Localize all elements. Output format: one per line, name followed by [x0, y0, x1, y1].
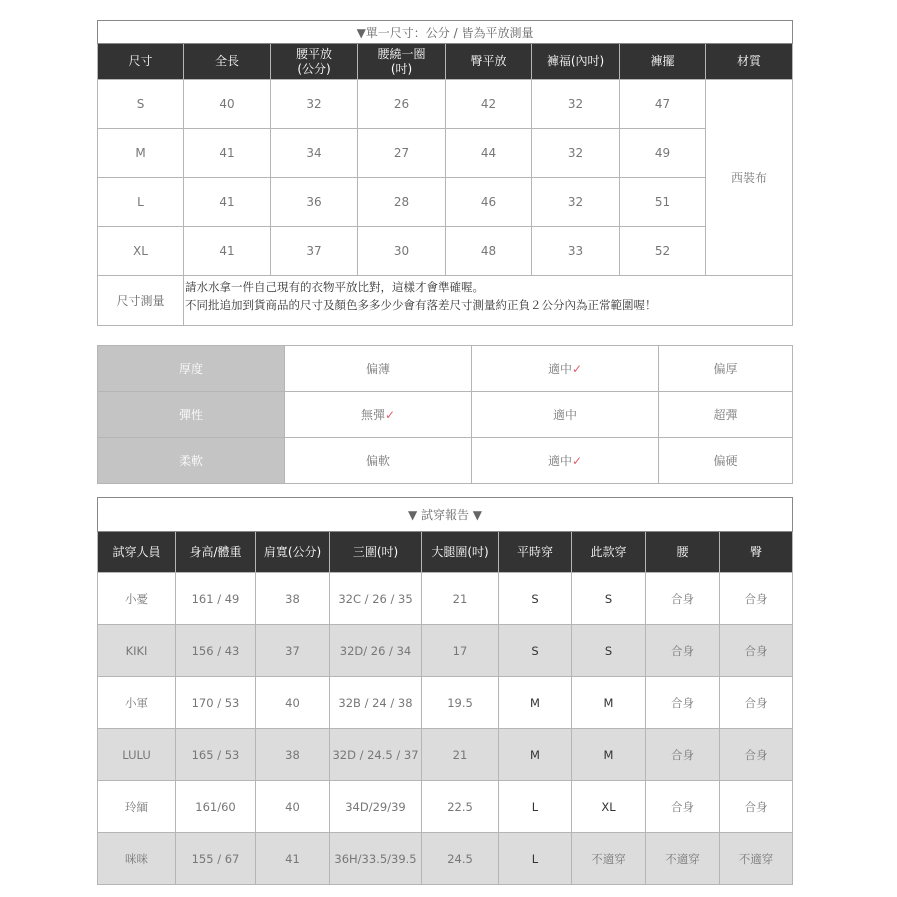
size-cell: 32: [271, 80, 358, 129]
fit-header-cell: 此款穿: [572, 532, 646, 573]
fit-row: [98, 625, 793, 677]
size-cell: 41: [184, 178, 271, 227]
fabric-option: [285, 438, 472, 484]
fabric-option-label: 適中: [547, 362, 572, 376]
fit-cell: 165 / 53: [176, 729, 256, 781]
fit-row: [98, 573, 793, 625]
size-cell: 46: [446, 178, 532, 227]
fit-cell: 38: [256, 573, 330, 625]
size-cell: 34: [271, 129, 358, 178]
fabric-option-label: 偏薄: [365, 362, 390, 376]
size-chart-header-row: [98, 44, 793, 80]
size-header-cell: [184, 44, 271, 80]
size-header-cell: [706, 44, 793, 80]
fabric-option: [659, 346, 793, 392]
size-header-text: 褲擺: [650, 54, 675, 68]
size-cell: 30: [358, 227, 446, 276]
fabric-option: [659, 392, 793, 438]
size-cell: S: [98, 80, 184, 129]
fit-cell: M: [499, 729, 572, 781]
fit-cell: L: [499, 833, 572, 885]
size-cell: 40: [184, 80, 271, 129]
fit-cell: 24.5: [422, 833, 499, 885]
size-cell: 33: [532, 227, 620, 276]
fit-row: [98, 781, 793, 833]
fit-header-cell: 試穿人員: [98, 532, 176, 573]
fit-cell: 34D/29/39: [330, 781, 422, 833]
fit-cell: XL: [572, 781, 646, 833]
size-chart-caption: ▼單一尺寸：公分 / 皆為平放測量: [98, 21, 793, 44]
fit-cell: LULU: [98, 729, 176, 781]
fit-cell: 19.5: [422, 677, 499, 729]
size-cell: 41: [184, 227, 271, 276]
fit-cell: 40: [256, 781, 330, 833]
size-header-cell: [532, 44, 620, 80]
fit-header-cell: 臀: [720, 532, 793, 573]
fabric-option-label: 偏硬: [713, 454, 738, 468]
fabric-row: [98, 392, 793, 438]
fit-cell: 40: [256, 677, 330, 729]
size-header-text: 臀平放: [470, 54, 507, 68]
fit-cell: 合身: [720, 677, 793, 729]
size-cell: 26: [358, 80, 446, 129]
fit-cell: 38: [256, 729, 330, 781]
fit-cell: 合身: [646, 625, 720, 677]
fit-row: [98, 833, 793, 885]
fit-report-header-row: [98, 532, 793, 573]
size-cell: XL: [98, 227, 184, 276]
fit-cell: 22.5: [422, 781, 499, 833]
size-chart-table: [97, 20, 793, 326]
size-cell: 27: [358, 129, 446, 178]
fabric-option-label: 偏厚: [713, 362, 738, 376]
size-cell: 32: [532, 129, 620, 178]
fit-cell: 合身: [720, 625, 793, 677]
fit-cell: 41: [256, 833, 330, 885]
fabric-row: [98, 346, 793, 392]
check-icon: ✓: [384, 408, 396, 422]
fit-report-caption: ▼ 試穿報告 ▼: [98, 498, 793, 532]
fit-cell: 合身: [646, 729, 720, 781]
size-header-text: (吋): [390, 61, 413, 76]
fit-cell: 37: [256, 625, 330, 677]
fit-cell: 合身: [720, 573, 793, 625]
fabric-option: [659, 438, 793, 484]
size-header-text: 材質: [737, 54, 762, 68]
fabric-option: [472, 438, 659, 484]
fit-cell: 156 / 43: [176, 625, 256, 677]
fit-cell: 155 / 67: [176, 833, 256, 885]
fabric-option-label: 偏軟: [365, 454, 390, 468]
fit-header-cell: 腰: [646, 532, 720, 573]
size-cell: 52: [620, 227, 706, 276]
size-cell: 51: [620, 178, 706, 227]
size-header-cell: [271, 44, 358, 80]
material-cell: 西裝布: [706, 80, 793, 276]
fit-cell: L: [499, 781, 572, 833]
fit-header-cell: 肩寬(公分): [256, 532, 330, 573]
size-cell: 48: [446, 227, 532, 276]
fit-cell: 32D/ 26 / 34: [330, 625, 422, 677]
size-row: [98, 178, 793, 227]
fit-header-cell: 大腿圍(吋): [422, 532, 499, 573]
fit-cell: KIKI: [98, 625, 176, 677]
fabric-attribute: 柔軟: [98, 438, 285, 484]
fit-row: [98, 729, 793, 781]
fit-cell: M: [572, 677, 646, 729]
fabric-option: [472, 392, 659, 438]
fit-cell: 小憂: [98, 573, 176, 625]
size-cell: 37: [271, 227, 358, 276]
fabric-option-label: 適中: [552, 408, 577, 422]
size-header-text: 腰平放: [295, 46, 332, 61]
fit-cell: 32D / 24.5 / 37: [330, 729, 422, 781]
fit-cell: S: [572, 573, 646, 625]
size-cell: 42: [446, 80, 532, 129]
size-cell: 44: [446, 129, 532, 178]
size-header-text: (公分): [297, 61, 331, 76]
size-header-cell: [358, 44, 446, 80]
size-row: [98, 80, 793, 129]
fit-cell: 合身: [720, 781, 793, 833]
fabric-option: [285, 392, 472, 438]
size-cell: M: [98, 129, 184, 178]
fit-cell: 32C / 26 / 35: [330, 573, 422, 625]
size-row: [98, 227, 793, 276]
fit-cell: 161/60: [176, 781, 256, 833]
size-header-text: 褲福(內吋): [546, 54, 605, 68]
size-header-text: 腰繞一圈: [377, 46, 426, 61]
measure-note: [184, 276, 793, 326]
fit-cell: 合身: [646, 573, 720, 625]
measure-note-line: 不同批追加到貨商品的尺寸及顏色多多少少會有落差尺寸測量約正負２公分內為正常範圍喔！: [185, 298, 657, 312]
fabric-option: [472, 346, 659, 392]
size-header-cell: [446, 44, 532, 80]
fabric-option-label: 超彈: [713, 408, 738, 422]
fabric-attribute: 厚度: [98, 346, 285, 392]
fit-cell: S: [499, 573, 572, 625]
fit-cell: M: [499, 677, 572, 729]
size-cell: 28: [358, 178, 446, 227]
measure-note-label: 尺寸測量: [98, 276, 184, 326]
fabric-row: [98, 438, 793, 484]
fit-cell: 36H/33.5/39.5: [330, 833, 422, 885]
fit-cell: 合身: [646, 781, 720, 833]
fit-cell: 合身: [720, 729, 793, 781]
fabric-option-label: 無彈: [360, 408, 385, 422]
size-cell: 32: [532, 80, 620, 129]
fabric-properties-table: [97, 345, 793, 484]
fit-cell: 170 / 53: [176, 677, 256, 729]
fabric-option: [285, 346, 472, 392]
fit-header-cell: 三圍(吋): [330, 532, 422, 573]
fit-report-table: [97, 497, 793, 885]
fit-row: [98, 677, 793, 729]
fit-cell: 32B / 24 / 38: [330, 677, 422, 729]
fit-cell: S: [499, 625, 572, 677]
fit-header-cell: 平時穿: [499, 532, 572, 573]
size-header-text: 全長: [214, 54, 239, 68]
fit-cell: 161 / 49: [176, 573, 256, 625]
fit-cell: 玲緬: [98, 781, 176, 833]
fit-cell: 17: [422, 625, 499, 677]
size-header-cell: [620, 44, 706, 80]
fit-cell: 不適穿: [572, 833, 646, 885]
check-icon: ✓: [571, 362, 583, 376]
fit-cell: 21: [422, 729, 499, 781]
size-cell: 49: [620, 129, 706, 178]
fabric-attribute: 彈性: [98, 392, 285, 438]
fit-cell: 小軍: [98, 677, 176, 729]
fabric-option-label: 適中: [547, 454, 572, 468]
fit-header-cell: 身高/體重: [176, 532, 256, 573]
size-header-text: 尺寸: [128, 54, 153, 68]
fit-cell: 21: [422, 573, 499, 625]
check-icon: ✓: [571, 454, 583, 468]
fit-cell: S: [572, 625, 646, 677]
size-row: [98, 129, 793, 178]
size-cell: 47: [620, 80, 706, 129]
size-cell: 41: [184, 129, 271, 178]
size-cell: L: [98, 178, 184, 227]
size-cell: 36: [271, 178, 358, 227]
fit-cell: M: [572, 729, 646, 781]
measure-note-line: 請水水拿一件自己現有的衣物平放比對，這樣才會準確喔。: [185, 280, 484, 294]
fit-cell: 不適穿: [720, 833, 793, 885]
fit-cell: 合身: [646, 677, 720, 729]
size-header-cell: [98, 44, 184, 80]
size-cell: 32: [532, 178, 620, 227]
fit-cell: 不適穿: [646, 833, 720, 885]
fit-cell: 咪咪: [98, 833, 176, 885]
